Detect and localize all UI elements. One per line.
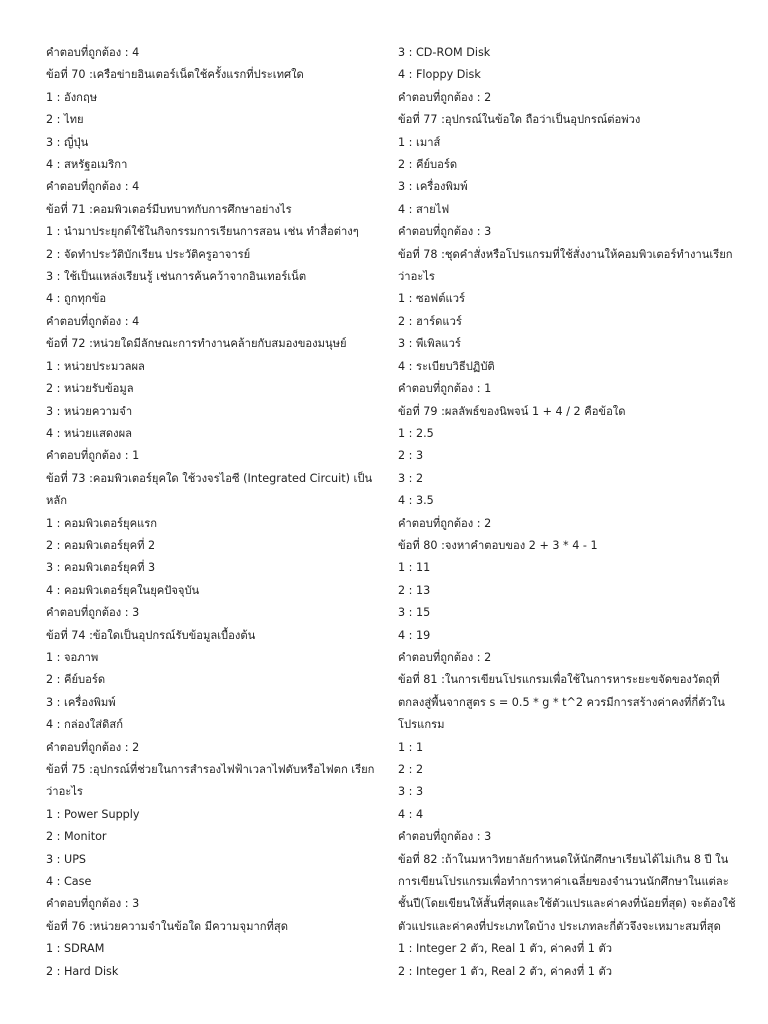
text-line: คำตอบที่ถูกต้อง : 4 [46, 46, 140, 59]
text-line: 4 : Floppy Disk [398, 68, 481, 82]
text-line: 3 : เครื่องพิมพ์ [398, 180, 468, 194]
text-line: ข้อที่ 70 :เครือข่ายอินเตอร์เน็ตใช้ครั้งแรกที่ประเทศใด [46, 68, 304, 82]
text-line: 2 : คอมพิวเตอร์ยุคที่ 2 [46, 538, 156, 552]
text-line: 1 : 2.5 [398, 426, 434, 440]
text-line: 2 : คีย์บอร์ด [46, 673, 106, 687]
text-line: 1 : นำมาประยุกต์ใช้ในกิจกรรมการเรียนการสอน เช่น ทำสื่อต่างๆ [46, 225, 359, 239]
text-line: 4 : หน่วยแสดงผล [46, 426, 133, 440]
text-line: 1 : 1 [398, 740, 424, 754]
text-line: 2 : 3 [398, 449, 424, 463]
text-line: 4 : 3.5 [398, 494, 434, 508]
text-line: 4 : ถูกทุกข้อ [46, 292, 107, 306]
text-line: ข้อที่ 82 :ถ้าในมหาวิทยาลัยกำหนดให้นักศึกษาเรียนได้ไม่เกิน 8 ปี ในการเขียนโปรแกรมเพื่อทำการหาค่าเฉลี่ยของจำนวนนักศึกษาในแต่ละชั้นปี(โดยเขียนให้สั้นที่สุดและใช้ตัวแปรและค่าคงที่น้อยที่สุด) จะต้องใช้ตัวแปรและค่าคงที่ประเภทใดบ้าง ประเภทละกี่ตัวจึงจะเหมาะสมที่สุด [398, 852, 736, 933]
text-line: คำตอบที่ถูกต้อง : 3 [46, 897, 140, 911]
text-line: คำตอบที่ถูกต้อง : 3 [398, 225, 492, 239]
text-line: 2 : Hard Disk [46, 964, 119, 978]
text-line: ข้อที่ 76 :หน่วยความจำในข้อใด มีความจุมากที่สุด [46, 919, 288, 933]
text-line: 1 : Integer 2 ตัว, Real 1 ตัว, ค่าคงที่ 1 ตัว [398, 942, 613, 956]
text-line: ข้อที่ 74 :ข้อใดเป็นอุปกรณ์รับข้อมูลเบื้องต้น [46, 628, 256, 642]
text-line: 3 : 3 [398, 785, 424, 799]
text-line: 1 : เมาส์ [398, 135, 441, 149]
text-line: ข้อที่ 79 :ผลลัพธ์ของนิพจน์ 1 + 4 / 2 คือข้อใด [398, 404, 626, 418]
text-line: ข้อที่ 77 :อุปกรณ์ในข้อใด ถือว่าเป็นอุปกรณ์ต่อพ่วง [398, 113, 641, 127]
text-line: คำตอบที่ถูกต้อง : 2 [46, 740, 140, 754]
text-line: 3 : UPS [46, 852, 87, 866]
text-line: 1 : 11 [398, 561, 431, 575]
text-line: 1 : Power Supply [46, 807, 140, 821]
text-line: 2 : ฮาร์ดแวร์ [398, 314, 462, 328]
text-line: 1 : คอมพิวเตอร์ยุคแรก [46, 516, 158, 530]
text-line: ข้อที่ 80 :จงหาคำตอบของ 2 + 3 * 4 - 1 [398, 538, 598, 552]
right-column [398, 42, 738, 983]
text-line: คำตอบที่ถูกต้อง : 3 [46, 606, 140, 620]
text-line: 2 : คีย์บอร์ด [398, 158, 458, 172]
text-line: 2 : Monitor [46, 830, 107, 844]
text-line: 3 : ใช้เป็นแหล่งเรียนรู้ เช่นการค้นคว้าจากอินเทอร์เน็ต [46, 270, 307, 284]
text-line: คำตอบที่ถูกต้อง : 3 [398, 830, 492, 844]
text-line: 4 : 19 [398, 628, 431, 642]
text-line: 2 : จัดทำประวัติบักเรียน ประวัติครูอาจารย์ [46, 247, 251, 261]
text-line: คำตอบที่ถูกต้อง : 2 [398, 90, 492, 104]
text-line: 3 : CD-ROM Disk [398, 46, 491, 59]
text-line: 3 : หน่วยความจำ [46, 404, 133, 418]
text-line: 1 : หน่วยประมวลผล [46, 359, 145, 373]
text-line: 3 : คอมพิวเตอร์ยุคที่ 3 [46, 561, 156, 575]
text-line: ข้อที่ 81 :ในการเขียนโปรแกรมเพื่อใช้ในการหาระยะขจัดของวัตถุที่ตกลงสู่พื้นจากสูตร s = 0.5 * g * t^2 ควรมีการสร้างค่าคงที่กี่ตัวในโปรแกรม [398, 673, 725, 732]
text-line: 4 : คอมพิวเตอร์ยุคในยุคปัจจุบัน [46, 583, 200, 597]
text-line: 4 : ระเบียบวิธีปฏิบัติ [398, 359, 495, 373]
text-line: 2 : Integer 1 ตัว, Real 2 ตัว, ค่าคงที่ 1 ตัว [398, 964, 613, 978]
text-line: 1 : อังกฤษ [46, 90, 98, 104]
text-line: 4 : 4 [398, 807, 424, 821]
text-line: 3 : ญี่ปุ่น [46, 135, 89, 149]
text-line: ข้อที่ 73 :คอมพิวเตอร์ยุคใด ใช้วงจรไอซี (Integrated Circuit) เป็นหลัก [46, 471, 373, 508]
text-line: ข้อที่ 72 :หน่วยใดมีลักษณะการทำงานคล้ายกับสมองของมนุษย์ [46, 337, 347, 351]
text-line: 2 : 2 [398, 763, 424, 776]
text-line: 2 : ไทย [46, 113, 84, 127]
left-column [46, 42, 376, 983]
text-line: คำตอบที่ถูกต้อง : 4 [46, 314, 140, 328]
text-line: ข้อที่ 71 :คอมพิวเตอร์มีบทบาทกับการศึกษาอย่างไร [46, 202, 292, 216]
text-line: 2 : หน่วยรับข้อมูล [46, 382, 134, 396]
text-line: 3 : เครื่องพิมพ์ [46, 695, 116, 709]
text-line: คำตอบที่ถูกต้อง : 1 [398, 382, 492, 396]
text-line: 4 : กล่องใส่ดิสก์ [46, 718, 123, 732]
text-line: 3 : 15 [398, 606, 431, 620]
text-line: คำตอบที่ถูกต้อง : 1 [46, 449, 140, 463]
text-line: คำตอบที่ถูกต้อง : 2 [398, 516, 492, 530]
text-line: 4 : สหรัฐอเมริกา [46, 158, 128, 172]
text-line: 4 : สายไฟ [398, 202, 450, 216]
text-line: ข้อที่ 75 :อุปกรณ์ที่ช่วยในการสำรองไฟฟ้าเวลาไฟดับหรือไฟตก เรียกว่าอะไร [46, 763, 375, 799]
text-line: 1 : จอภาพ [46, 650, 99, 664]
text-line: คำตอบที่ถูกต้อง : 4 [46, 180, 140, 194]
text-line: 1 : ซอฟต์แวร์ [398, 292, 465, 306]
text-line: 3 : 2 [398, 471, 424, 485]
text-line: 3 : พีเพิลแวร์ [398, 337, 461, 351]
text-line: 2 : 13 [398, 583, 431, 597]
text-line: ข้อที่ 78 :ชุดคำสั่งหรือโปรแกรมที่ใช้สั่งงานให้คอมพิวเตอร์ทำงานเรียกว่าอะไร [398, 247, 733, 284]
text-line: 1 : SDRAM [46, 942, 105, 956]
text-line: 4 : Case [46, 875, 92, 889]
text-line: คำตอบที่ถูกต้อง : 2 [398, 650, 492, 664]
